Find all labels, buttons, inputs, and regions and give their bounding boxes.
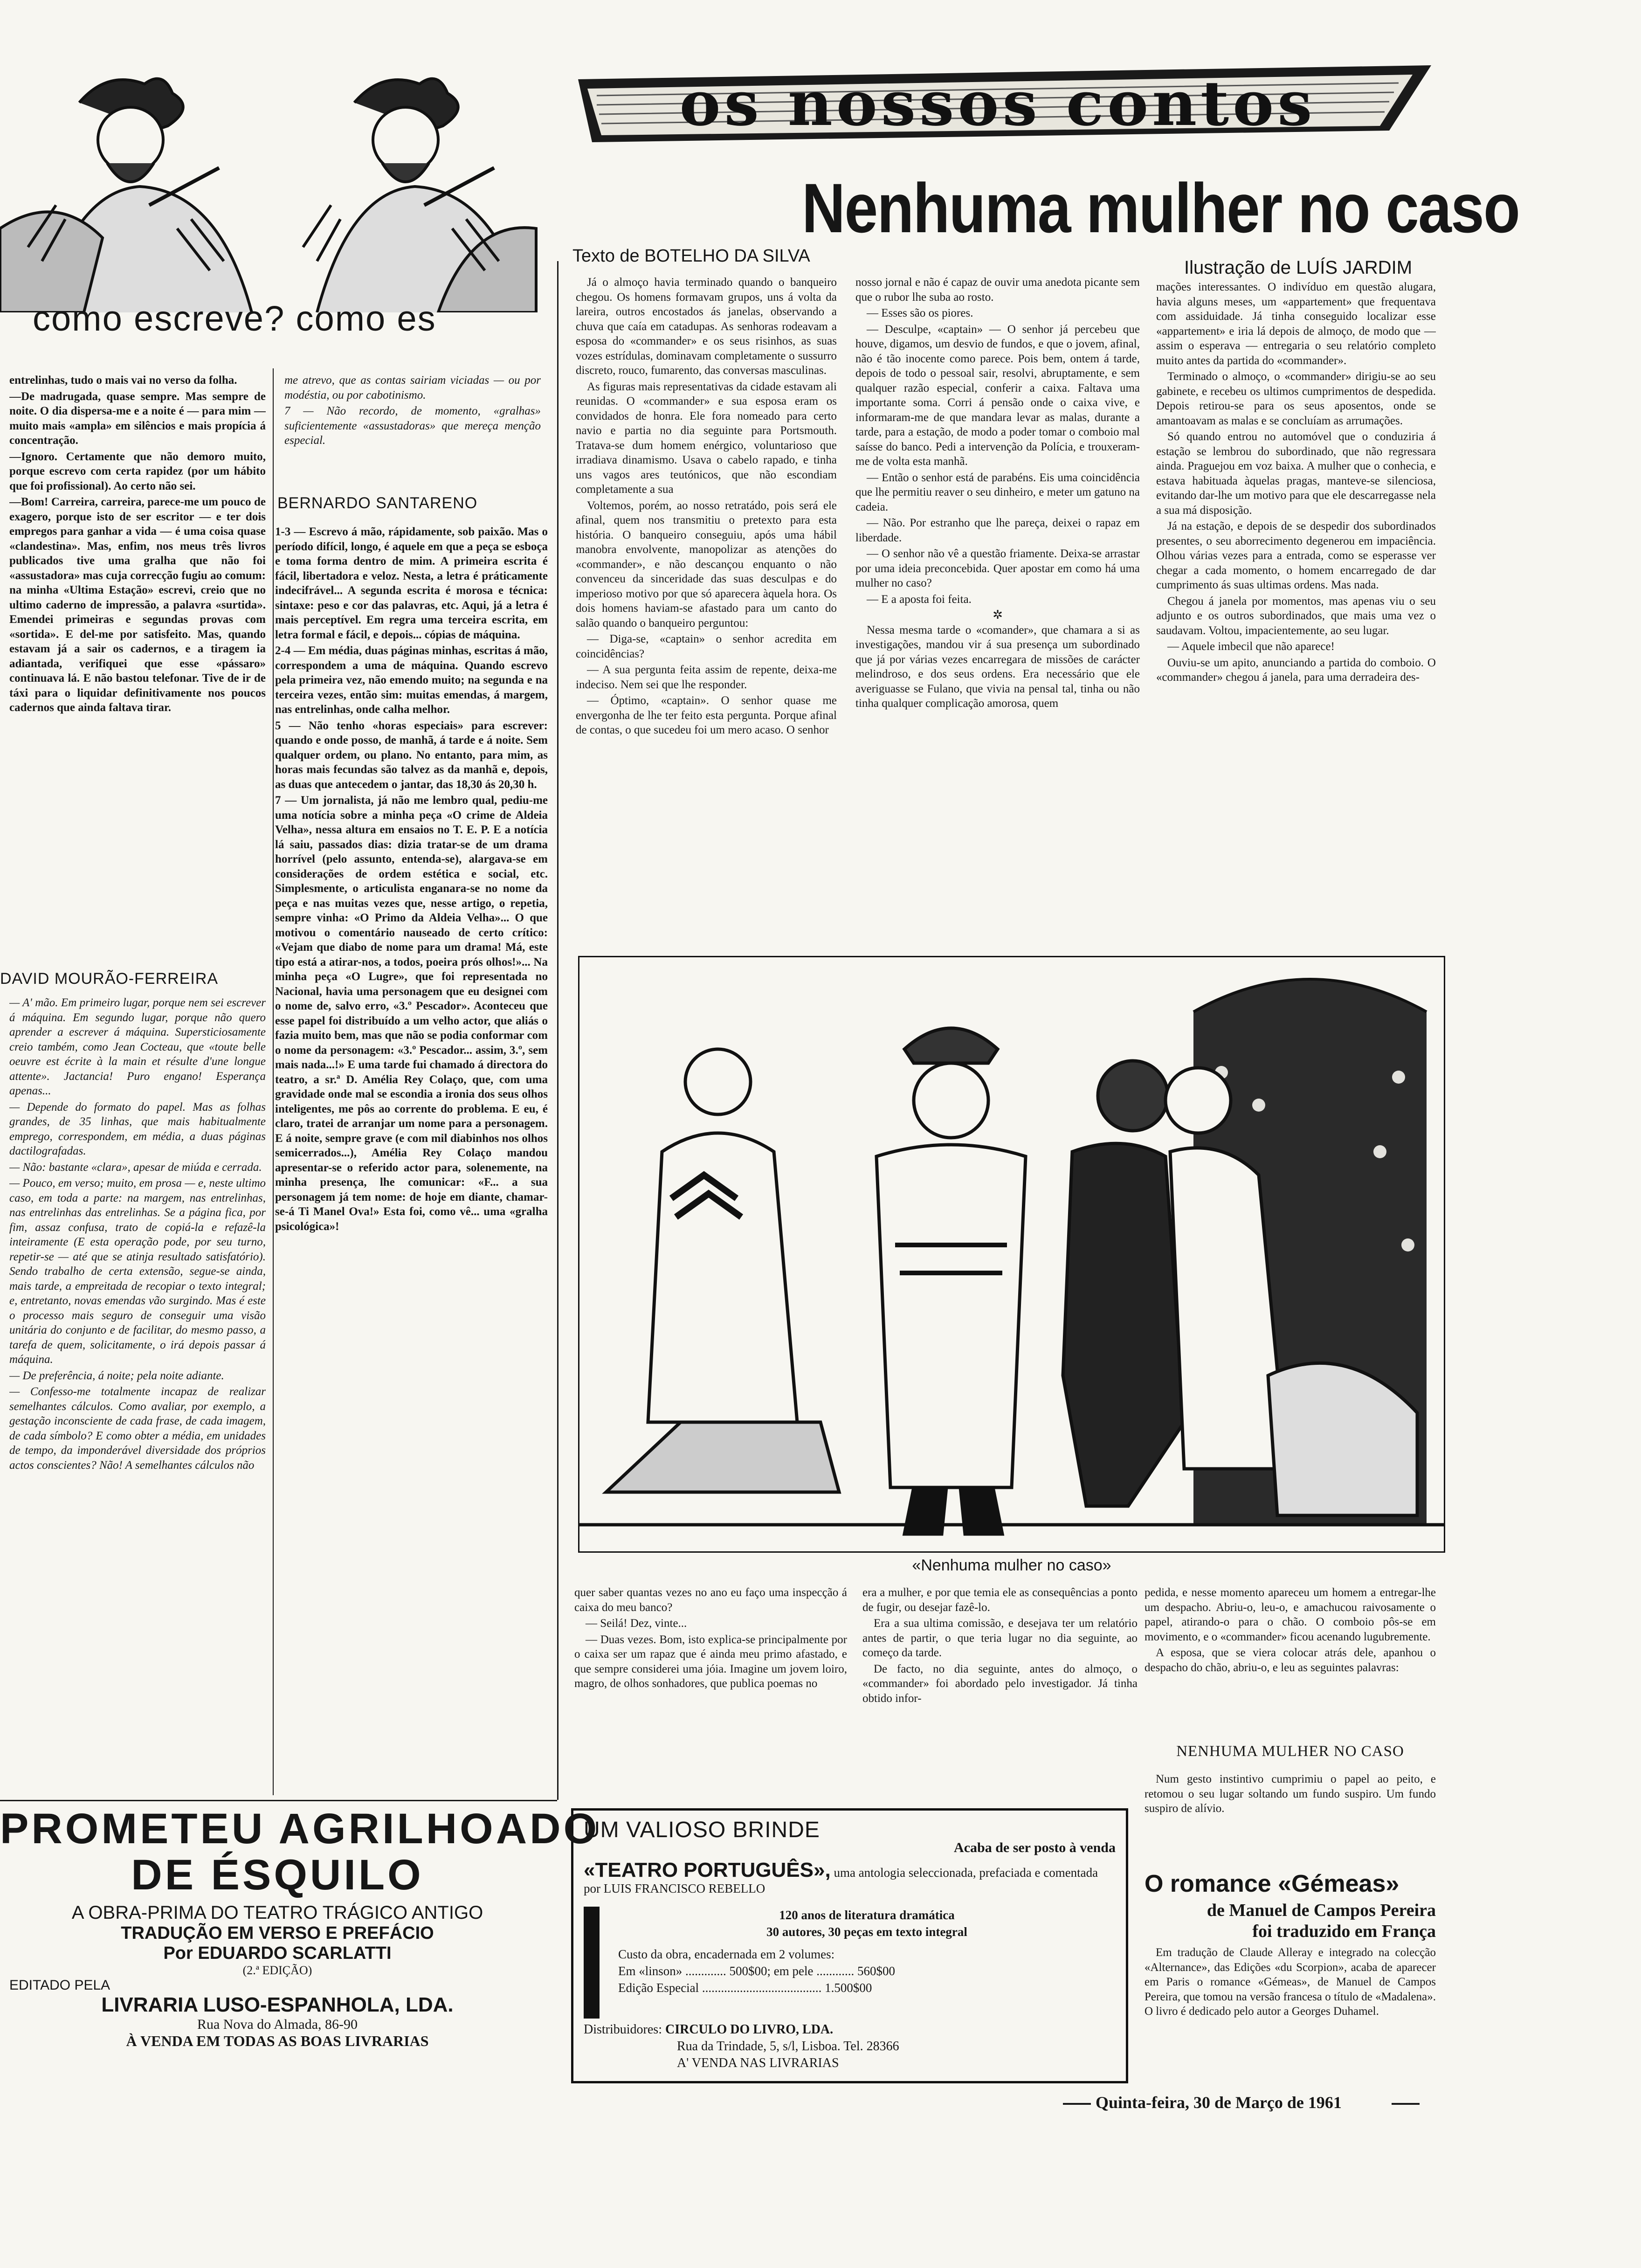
story-paragraph: Já o almoço havia terminado quando o banqueiro chegou. Os homens formavam grupos, uns á volta da lareira, outros encostados ás janelas, observando a chuva que caía em catadupas. As senhoras rodeavam a esposa do «commander» e os seus risinhos, as suas vozes estrídulas, dominavam completamente o sussurro discreto, rouco, fumarento, das conversas masculinas.	[576, 276, 837, 377]
survey-answer: 2-4 — Em média, duas páginas minhas, escritas á mão, correspondem a uma de máquina. Quando escrevo pela primeira vez, não emendo muito; na segunda e na terceira vezes, então sim: muitas emendas, á margem, nas entrelinhas, onde calha melhor.	[275, 644, 548, 716]
story-column-1	[576, 275, 837, 947]
author-credit: Texto de BOTELHO DA SILVA	[572, 246, 810, 266]
ad-distrib-address: Rua da Trindade, 5, s/l, Lisboa. Tel. 28366	[677, 2039, 899, 2054]
column-divider	[557, 261, 558, 1800]
ad-prometeu-translation: TRADUÇÃO EM VERSO E PREFÁCIO	[121, 1923, 434, 1943]
ad-prometeu-published-by: EDITADO PELA	[9, 1978, 110, 1993]
survey-column-c	[275, 525, 548, 1788]
gemeas-paragraph: Em tradução de Claude Alleray e integrado na colecção «Alternance», das Edições «du Scorpion», acaba de aparecer em Paris o romance «Gémeas», de Manuel de Campos Pereira, que tomou na versão francesa o título de «Madalena». O livro é dedicado pelo autor a Georges Duhamel.	[1145, 1946, 1436, 2018]
horizontal-divider	[0, 1800, 557, 1801]
story-paragraph: — Desculpe, «captain» — O senhor já percebeu que houve, digamos, um desvio de fundos, e que o jovem, afinal, não é tão inocente como parece. Pois bem, ontem á tarde, depois de todo o pessoal sair, resolvi, abruptamente, e sem qualquer razão especial, conferir a caixa. Faltava uma importante soma. Corri á pensão onde o caixa vive, e informaram-me de que mandara levar as malas, durante a tarde, para a estação, de modo a poder tomar o comboio mal saísse do banco. Pedi a intervenção da Polícia, e trouxeram-me de volta esta manhã.	[855, 323, 1140, 468]
story-paragraph: Ouviu-se um apito, anunciando a partida do comboio. O «commander» chegou á janela, para uma derradeira des-	[1156, 656, 1436, 684]
gemeas-subtitle-1: de Manuel de Campos Pereira	[1207, 1901, 1436, 1920]
gemeas-title: O romance «Gémeas»	[1145, 1870, 1400, 1897]
story-paragraph: mações interessantes. O indivíduo em questão alugara, havia alguns meses, um «appartement» que frequentava com assiduidade. Já tinha conseguido localizar esse «appartement» e iria lá depois de almoço, de modo que — assim o esperava — entregaria o seu relatório completo muito antes da partida do «commander».	[1156, 281, 1436, 367]
survey-author-a: DAVID MOURÃO-FERREIRA	[0, 970, 219, 988]
ad-distrib-label: Distribuidores:	[584, 2022, 662, 2037]
story-illustration	[578, 956, 1445, 1553]
survey-answer: 7 — Um jornalista, já não me lembro qual, pediu-me uma notícia sobre a minha peça «O crime de Aldeia Velha», nessa altura em ensaios no T. E. P. E a notícia lá saiu, passados dias: dizia tratar-se de um drama horrível (pelo assunto, entenda-se), alargava-se em considerações de ordem estética e social, etc. Simplesmente, o articulista enganara-se no nome da peça e nas muitas vezes que, nesse artigo, o repetia, sempre vinha: «O Primo da Aldeia Velha»... O que motivou o comentário nauseado de certo crítico: «Vejam que diabo de nome para um drama! Má, este tipo está a atirar-nos, a todos, poeira prós olhos!»... Na minha peça «O Lugre», que foi representada no Nacional, havia uma personagem que eu designei com o nome de, salvo erro, «3.º Pescador». Aconteceu que esse papel foi distribuído a um velho actor, que aliás o fazia muito bem, mas que não se podia conformar com o nome da personagem: «3.º Pescador... assim, 3.º, sem mais nada...!» E uma tarde fui chamado á directora do teatro, a sr.ª D. Amélia Rey Colaço, que, com uma gravidade onde mal se escondia a ironia dos seus olhos inteligentes, me pôs ao corrente do problema. E eu, é claro, tratei de arranjar um nome para a personagem. E á noite, sempre grave (e com mil diabinhos nos olhos semicerrados...), Amélia Rey Colaço mandou apresentar-se o referido actor para, solenemente, na minha presença, lhe comunicar: «F... a sua personagem já tem nome: de hoje em diante, chamar-se-á Ti Manel Ova!» Esta foi, como vê... uma «gralha psicológica»!	[275, 794, 548, 1233]
story-paragraph: nosso jornal e não é capaz de ouvir uma anedota picante sem que o rubor lhe suba ao rosto.	[855, 276, 1140, 304]
survey-answer: — De preferência, á noite; pela noite adiante.	[9, 1369, 224, 1382]
ad-distrib-sale: A' VENDA NAS LIVRARIAS	[677, 2056, 839, 2070]
ad-heading: UM VALIOSO BRINDE	[584, 1818, 820, 1842]
story-paragraph: Era a sua ultima comissão, e desejava ter um relatório antes de partir, o que teria lugar no dia seguinte, ao começo da tarde.	[862, 1617, 1138, 1659]
survey-answer: — Não: bastante «clara», apesar de miúda e cerrada.	[9, 1161, 262, 1174]
story-paragraph: Nessa mesma tarde o «comander», que chamara a si as investigações, mandou vir á sua presença um subordinado que já por várias vezes encarregara de missões de carácter melindroso, e dos seus ordens. Era necessário que ele averiguasse se Fulano, que vivia na pensal tal, tinha ou não tinha qualquer complicação amorosa, quem	[855, 623, 1140, 710]
story-paragraph: — Não. Por estranho que lhe pareça, deixei o rapaz em liberdade.	[855, 517, 1140, 544]
story-paragraph: — Aquele imbecil que não aparece!	[1167, 640, 1335, 653]
footer-rule-right	[1392, 2103, 1420, 2105]
story-title: Nenhuma mulher no caso	[802, 169, 1520, 247]
ad-distributor: CIRCULO DO LIVRO, LDA.	[665, 2022, 834, 2037]
story-paragraph: — Esses são os piores.	[867, 307, 973, 319]
story-paragraph: — Diga-se, «captain» o senhor acredita em coincidências?	[576, 633, 837, 660]
story-paragraph: Já na estação, e depois de se despedir dos subordinados presentes, o seu aborrecimento degenerou em impaciência. Olhou várias vezes para a entrada, como se esperasse ver chegar a cada momento, o homem encarregado de dar cumprimento ás suas ultimas ordens. Mas nada.	[1156, 520, 1436, 591]
ad-box-line-1: 120 anos de literatura dramática	[779, 1908, 955, 1922]
gemeas-subtitle-2: foi traduzido em França	[1252, 1922, 1436, 1941]
story-paragraph: A esposa, que se viera colocar atrás dele, apanhou o despacho do chão, abriu-o, e leu as seguintes palavras:	[1145, 1646, 1436, 1674]
story-column-2	[855, 275, 1140, 947]
survey-column-a	[9, 373, 266, 951]
survey-answer: — Confesso-me totalmente incapaz de realizar semelhantes cálculos. Como avaliar, por exemplo, a gestação inconsciente de cada frase, de cada imagem, de cada símbolo? E como obter a média, em unidades de tempo, da imponderável diversidade dos próprios actos conscientes? Não! A semelhantes cálculos não	[9, 1385, 266, 1472]
survey-answer: me atrevo, que as contas sairiam viciadas — ou por modéstia, ou por cabotinismo.	[284, 374, 541, 401]
story-paragraph: — Óptimo, «captain». O senhor quase me envergonha de lhe ter feito esta pergunta. Porque afinal de contas, o que sucedeu foi um mero acaso. O senhor	[576, 694, 837, 736]
survey-column-c-top	[284, 373, 541, 485]
story-paragraph: As figuras mais representativas da cidade estavam ali reunidas. O «commander» e sua esposa eram os convidados de honra. Ele fora nomeado para certo navio e partia no dia seguinte para Portsmouth. Tratava-se dum homem enérgico, voluntarioso que irradiava dinamismo. Usava o cabelo rapado, e tinha uns vagos ares teutónicos, que não escondiam completamente a sua	[576, 380, 837, 496]
story-bottom-column-3	[1145, 1585, 1436, 1735]
story-paragraph: quer saber quantas vezes no ano eu faço uma inspecção á caixa do meu banco?	[574, 1586, 847, 1614]
survey-answer: — A' mão. Em primeiro lugar, porque nem sei escrever á máquina. Em segundo lugar, porque não quero aprender a escrever á máquina. Supersticiosamente creio também, como Jean Cocteau, que «toute belle oeuvre est écrite à la main et résulte d'une longue attente». Jactancia! Puro engano! Esperança apenas...	[9, 996, 266, 1097]
telegram-text: NENHUMA MULHER NO CASO	[1176, 1743, 1404, 1760]
story-paragraph: — Seilá! Dez, vinte...	[586, 1617, 687, 1630]
story-paragraph: Terminado o almoço, o «commander» dirigiu-se ao seu gabinete, e recebeu os ultimos cumprimentos de despedida. Depois retirou-se para os seus aposentos, onde se amantoavam as malas e se concluíam as arrumações.	[1156, 370, 1436, 427]
scribes-woodcut-illustration	[0, 51, 541, 312]
survey-answer: —Bom! Carreira, carreira, parece-me um pouco de exagero, porque isto de ser escritor — e ter dois empregos para ganhar a vida — é uma coisa quase «clandestina». Mas, enfim, nos meus três livros publicados tive uma gralha que não foi «assustadora» mas cuja correcção fugiu ao comum: na minha «Ultima Estação» escrevi, creio que no ultimo caderno de impressão, a palavra «surtida». Emendei primeiras e segundas provas com «sortida». E del-me por satisfeito. Mas, quando estavam já a sair os cadernos, e a tiragem ia adiantada, verifiquei que esse «pássaro» continuava lá. E não bastou telefonar. Tive de ir de táxi para o liquidar definitivamente nos poucos cadernos que ainda faltava tirar.	[9, 496, 266, 714]
section-title: os nossos contos	[679, 68, 1316, 140]
ad-prometeu-edition: (2.ª EDIÇÃO)	[242, 1964, 312, 1977]
survey-answer: 5 — Não tenho «horas especiais» para escrever: quando e onde posso, de manhã, á tarde e á noite. Sem qualquer ordem, ou plano. No entanto, para mim, as horas mais fecundas são talvez as da manhã e, depois, as duas que antecedem o jantar, das 18,30 ás 20,30 h.	[275, 719, 548, 791]
story-paragraph: — E a aposta foi feita.	[867, 593, 972, 606]
survey-answer: —Ignoro. Certamente que não demoro muito, porque escrevo com certa rapidez (por um hábito que foi profissional). Ao certo não sei.	[9, 450, 266, 492]
survey-answer: 1-3 — Escrevo á mão, rápidamente, sob paixão. Mas o período difícil, longo, é aquele em que a peça se esboça e toma forma dentro de mim. A primeira escrita é fácil, libertadora e veloz. Nesta, a letra é práticamente indecifrável... A segunda escrita é morosa e técnica: sintaxe: peso e cor das palavras, etc. Aqui, já a letra é mais perceptível. Em regra uma terceira escrita, em letra formal e fácil, e depois... cópias de máquina.	[275, 526, 548, 641]
survey-answer: — Depende do formato do papel. Mas as folhas grandes, de 35 linhas, que mais habitualmente emprego, correspondem, em média, a duas páginas dactilografadas.	[9, 1100, 266, 1157]
survey-answer: entrelinhas, tudo o mais vai no verso da folha.	[9, 374, 237, 387]
story-paragraph: Num gesto instintivo cumprimiu o papel ao peito, e retomou o seu lugar soltando um fundo suspiro. Um fundo suspiro de alívio.	[1145, 1773, 1436, 1815]
ad-box-line-2: 30 autores, 30 peças em texto integral	[766, 1925, 967, 1939]
story-ending	[1145, 1772, 1436, 1865]
gemeas-text	[1145, 1945, 1436, 2085]
story-paragraph: Chegou á janela por momentos, mas apenas viu o seu adjunto e os outros subordinados, que mais uma vez o saudavam. Voltou, impacientemente, ao seu lugar.	[1156, 595, 1436, 637]
ad-teatro-portugues	[571, 1808, 1128, 2083]
column-divider	[273, 368, 274, 1795]
ad-prometeu-address: Rua Nova do Almada, 86-90	[197, 2017, 358, 2032]
story-paragraph: pedida, e nesse momento apareceu um homem a entregar-lhe um despacho. Abriu-o, leu-o, e amachucou raivosamente o papel, atirando-o para o chão. O comboio pôs-se em movimento, e o «commander» ficou acenando lugubremente.	[1145, 1586, 1436, 1643]
ad-prometeu-publisher: LIVRARIA LUSO-ESPANHOLA, LDA.	[101, 1993, 454, 2016]
ad-prometeu-title-1: PROMETEU AGRILHOADO	[0, 1805, 600, 1853]
survey-author-c: BERNARDO SANTARENO	[277, 494, 478, 512]
ad-cost-label: Custo da obra, encadernada em 2 volumes:	[618, 1947, 835, 1961]
survey-answer: — Pouco, em verso; muito, em prosa — e, neste ultimo caso, em toda a parte: na margem, nas entrelinhas, nas entrelinhas das entrelinhas. Se a página fica, por fim, assaz confusa, trato de copiá-la e refazê-la inteiramente (E esta operação pode, por seu turno, repetir-se — até que se atinja resultado satisfatório). Sendo trabalho de certa extensão, segue-se ainda, mais tarde, a empreitada de recopiar o texto integral; e, entretanto, novas emendas vão surgindo. Mas é este o processo mais seguro de conseguir uma visão unitária do conjunto e de facilitar, do mesmo passo, a tarefa de quem, solicitamente, o irá depois passar á máquina.	[9, 1177, 266, 1366]
story-paragraph: era a mulher, e por que temia ele as consequências a ponto de fugir, ou desejar fazê-lo.	[862, 1586, 1138, 1614]
asterisk-separator-icon: ✲	[993, 608, 1003, 622]
illustrator-credit: Ilustração de LUÍS JARDIM	[1184, 257, 1413, 278]
survey-heading: como escreve? como es	[33, 299, 436, 339]
footer-date: Quinta-feira, 30 de Março de 1961	[1096, 2093, 1342, 2112]
story-paragraph: Só quando entrou no automóvel que o conduziria á estação se lembrou do subordinado, que não regressara ainda. Praguejou em voz baixa. A mulher que o conhecia, e estava habituada àquelas pragas, manteve-se silenciosa, evitando dar-lhe um motivo para que ele descarregasse nela a sua má disposição.	[1156, 430, 1436, 517]
ad-prometeu-title-2: DE ÉSQUILO	[131, 1851, 424, 1899]
story-paragraph: De facto, no dia seguinte, antes do almoço, o «commander» foi abordado pelo investigador. Já tinha obtido infor-	[862, 1662, 1138, 1705]
ad-prometeu-translator: Por EDUARDO SCARLATTI	[163, 1943, 392, 1963]
ad-cost-row-2: Edição Especial ...................................... 1.500$00	[618, 1981, 872, 1995]
survey-answer: 7 — Não recordo, de momento, «gralhas» suficientemente «assustadoras» que mereça menção especial.	[284, 405, 541, 447]
footer-rule-left	[1063, 2103, 1091, 2105]
story-paragraph: — A sua pergunta feita assim de repente, deixa-me indeciso. Nem sei que lhe responder.	[576, 664, 837, 691]
ad-prometeu-sale: À VENDA EM TODAS AS BOAS LIVRARIAS	[126, 2033, 429, 2049]
ad-tagline: Acaba de ser posto à venda	[954, 1840, 1116, 1855]
story-bottom-column-2	[862, 1585, 1138, 1805]
ad-cost-row-1: Em «linson» ............. 500$00; em pele ............ 560$00	[618, 1964, 895, 1978]
story-paragraph: — O senhor não vê a questão friamente. Deixa-se arrastar por uma ideia preconcebida. Quer apostar em como há uma mulher no caso?	[855, 547, 1140, 589]
story-bottom-column-1	[574, 1585, 847, 1805]
ad-book-description: uma antologia seleccionada, prefaciada e comentada por LUIS FRANCISCO REBELLO	[584, 1866, 1098, 1895]
story-paragraph: — Duas vezes. Bom, isto explica-se principalmente por o caixa ser um rapaz que é ainda meu primo afastado, e que sempre considerei uma jóia. Imagine um jovem loiro, magro, de olhos sonhadores, que publica poemas no	[574, 1633, 847, 1690]
illustration-caption: «Nenhuma mulher no caso»	[912, 1556, 1111, 1574]
ad-prometeu-subtitle: A OBRA-PRIMA DO TEATRO TRÁGICO ANTIGO	[71, 1902, 483, 1923]
story-paragraph: Voltemos, porém, ao nosso retratádo, pois será ele afinal, quem nos transmitiu o pretexto para esta história. O banqueiro conseguiu, após uma hábil manobra envolvente, manopolizar as atenções do «commander», e não descançou enquanto o não convenceu da sinceridade das suas desculpas e do imperioso motivo por que só aparecera àquela hora. Os dois homens haviam-se afastado para um canto do salão quando o banqueiro perguntou:	[576, 499, 837, 629]
survey-column-b	[9, 996, 266, 1788]
ad-book-title: «TEATRO PORTUGUÊS»,	[584, 1859, 831, 1881]
ad-prometeu-agrilhoado	[0, 1805, 600, 2094]
story-column-3	[1156, 280, 1436, 947]
story-paragraph: — Então o senhor está de parabéns. Eis uma coincidência que lhe permitiu reaver o seu dinheiro, e meter um gatuno na cadeia.	[855, 471, 1140, 513]
ad-black-bar	[584, 1907, 600, 2019]
survey-answer: —De madrugada, quase sempre. Mas sempre de noite. O dia dispersa-me e a noite é — para mim — muito mais «ampla» em silêncios e mais propícia á concentração.	[9, 390, 266, 447]
